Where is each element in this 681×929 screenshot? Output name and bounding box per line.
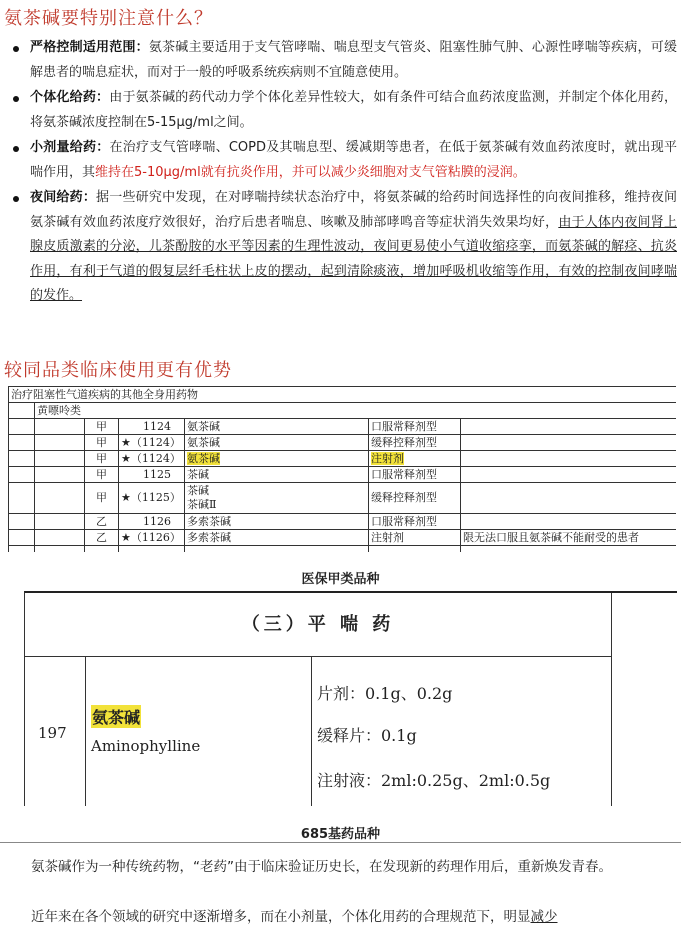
item-title: 小剂量给药： bbox=[30, 140, 110, 155]
spec-line: 注射液：2ml:0.25g、2ml:0.5g bbox=[317, 771, 551, 790]
empty-cell bbox=[35, 530, 85, 546]
code-text: 1126 bbox=[143, 514, 171, 528]
empty-cell bbox=[9, 451, 35, 467]
code-cell bbox=[119, 451, 185, 467]
precautions-list bbox=[0, 36, 681, 310]
code-text: 1124 bbox=[143, 419, 171, 433]
note-cell bbox=[461, 514, 677, 530]
code-cell bbox=[119, 467, 185, 483]
caption-essential-drug: 685基药品种 bbox=[300, 827, 381, 842]
table-row bbox=[9, 467, 677, 483]
drug-name-cell bbox=[185, 483, 369, 514]
drug-name-cell bbox=[185, 451, 369, 467]
class-cell: 乙 bbox=[85, 514, 119, 530]
empty-cell bbox=[35, 467, 85, 483]
empty-cell bbox=[35, 419, 85, 435]
paragraph-text: 近年来在各个领域的研究中逐渐增多，而在小剂量，个体化用药的合理规范下，明显 bbox=[31, 909, 531, 925]
code-text: （1125） bbox=[130, 491, 181, 504]
empty-cell bbox=[35, 483, 85, 514]
code-text: （1124） bbox=[130, 451, 181, 465]
drug-name-line: 茶碱Ⅱ bbox=[187, 498, 217, 511]
note-cell bbox=[461, 483, 677, 514]
code-cell bbox=[119, 483, 185, 514]
empty-cell bbox=[9, 483, 35, 514]
dosage-form-cell: 口服常释剂型 bbox=[369, 467, 461, 483]
dosage-form-cell: 缓释控释剂型 bbox=[369, 435, 461, 451]
code-text: 1125 bbox=[143, 467, 171, 481]
dosage-form-cell: 注射剂 bbox=[369, 530, 461, 546]
table-row bbox=[9, 435, 677, 451]
code-text: （1124） bbox=[130, 435, 181, 449]
drug-name-cell: 氨茶碱 bbox=[185, 419, 369, 435]
item-underlined-text: 由于人体内夜间肾上腺皮质激素的分泌，儿茶酚胺的水平等因素的生理性波动，夜间更易使小气道收缩痉挛，而氨茶碱的解痉、抗炎作用，有利于气道的假复层纤毛柱状上皮的摆动，起到清除痰液，增加呼吸机收缩等作用，有效的控制夜间哮喘的发作。 bbox=[30, 214, 677, 303]
class-cell: 甲 bbox=[85, 419, 119, 435]
dosage-form-cell: 缓释控释剂型 bbox=[369, 483, 461, 514]
empty-cell bbox=[369, 546, 461, 553]
highlighted-dosage-form: 注射剂 bbox=[371, 451, 404, 465]
empty-cell bbox=[35, 546, 85, 553]
table-row bbox=[9, 483, 677, 514]
table-row bbox=[9, 514, 677, 530]
item-title: 个体化给药： bbox=[30, 90, 110, 105]
empty-cell bbox=[35, 435, 85, 451]
empty-cell bbox=[119, 546, 185, 553]
code-cell bbox=[119, 530, 185, 546]
item-text: 由于氨茶碱的药代动力学个体化差异性较大，如有条件可结合血药浓度监测，并制定个体化用药，将氨茶碱浓度控制在5-15μg/ml之间。 bbox=[30, 90, 677, 130]
drug-name-cell: 多索茶碱 bbox=[185, 514, 369, 530]
bullet-dot bbox=[13, 96, 19, 102]
note-cell bbox=[461, 435, 677, 451]
item-text: 氨茶碱主要适用于支气管哮喘、喘息型支气管炎、阻塞性肺气肿、心源性哮喘等疾病，可缓解患者的喘息症状，而对于一般的呼吸系统疾病则不宜随意使用。 bbox=[30, 40, 677, 80]
class-cell: 乙 bbox=[85, 530, 119, 546]
star-mark: ★ bbox=[121, 530, 131, 544]
item-number: 197 bbox=[38, 724, 67, 742]
item-highlight-red: 维持在5-10μg/ml就有抗炎作用，并可以减少炎细胞对支气管粘膜的浸润。 bbox=[95, 164, 526, 180]
highlighted-drug-name: 氨茶碱 bbox=[187, 451, 220, 465]
item-title: 夜间给药： bbox=[30, 190, 97, 205]
empty-cell bbox=[185, 546, 369, 553]
class-cell: 甲 bbox=[85, 435, 119, 451]
drug-name-cell: 茶碱 bbox=[185, 467, 369, 483]
table-row bbox=[9, 546, 677, 553]
paragraph bbox=[4, 855, 676, 879]
note-cell bbox=[461, 419, 677, 435]
code-cell bbox=[119, 419, 185, 435]
spec-line: 片剂：0.1g、0.2g bbox=[317, 684, 453, 703]
empty-cell bbox=[35, 451, 85, 467]
star-mark: ★ bbox=[121, 491, 131, 504]
drug-name-cell: 多索茶碱 bbox=[185, 530, 369, 546]
item-title: 严格控制适用范围： bbox=[30, 40, 149, 55]
table-row bbox=[9, 530, 677, 546]
divider bbox=[0, 842, 681, 843]
spec-line: 缓释片：0.1g bbox=[317, 726, 417, 745]
empty-cell bbox=[9, 419, 35, 435]
dosage-form-cell: 口服常释剂型 bbox=[369, 514, 461, 530]
code-cell bbox=[119, 435, 185, 451]
empty-cell bbox=[461, 546, 677, 553]
dosage-form-cell bbox=[369, 451, 461, 467]
empty-cell bbox=[35, 514, 85, 530]
list-item bbox=[0, 36, 681, 85]
drug-name-zh: 氨茶碱 bbox=[91, 705, 141, 728]
bullet-dot bbox=[13, 46, 19, 52]
note-cell bbox=[461, 451, 677, 467]
dosage-form-cell: 口服常释剂型 bbox=[369, 419, 461, 435]
table-subcategory: 黄嘌呤类 bbox=[35, 403, 677, 419]
empty-cell bbox=[85, 546, 119, 553]
heading-advantages: 较同品类临床使用更有优势 bbox=[4, 360, 232, 381]
table-row bbox=[9, 451, 677, 467]
empty-cell bbox=[9, 514, 35, 530]
star-mark: ★ bbox=[121, 451, 131, 465]
drug-name-cell: 氨茶碱 bbox=[185, 435, 369, 451]
empty-cell bbox=[9, 546, 35, 553]
bullet-dot bbox=[13, 196, 19, 202]
class-cell: 甲 bbox=[85, 451, 119, 467]
class-cell: 甲 bbox=[85, 483, 119, 514]
empty-cell bbox=[9, 530, 35, 546]
bullet-dot bbox=[13, 146, 19, 152]
drug-name-en: Aminophylline bbox=[91, 737, 201, 755]
name-cell bbox=[85, 657, 312, 806]
empty-cell bbox=[9, 403, 35, 419]
table-row bbox=[9, 419, 677, 435]
code-text: （1126） bbox=[130, 530, 181, 544]
paragraph-underlined: 减少 bbox=[530, 909, 558, 925]
note-cell bbox=[461, 467, 677, 483]
list-item bbox=[0, 186, 681, 309]
note-cell: 限无法口服且氨茶碱不能耐受的患者 bbox=[461, 530, 677, 546]
paragraph-text: 氨茶碱作为一种传统药物，“老药”由于临床验证历史长，在发现新的药理作用后，重新焕发青春。 bbox=[31, 859, 612, 875]
essential-drug-table bbox=[24, 591, 677, 806]
drug-name-line: 茶碱 bbox=[187, 484, 209, 497]
list-item bbox=[0, 136, 681, 185]
paragraph bbox=[4, 905, 676, 929]
table-header-row bbox=[9, 387, 677, 403]
star-mark: ★ bbox=[121, 435, 131, 449]
item-text: 据一些研究中发现，在对哮喘持续状态治疗中，将氨茶碱的给药时间选择性的向夜间推移，维持夜间氨茶碱有效血药浓度疗效很好，治疗后患者喘息、咳嗽及肺部哮鸣音等症状消失效果均好， bbox=[30, 190, 677, 230]
code-cell bbox=[119, 514, 185, 530]
empty-cell bbox=[9, 435, 35, 451]
list-item bbox=[0, 86, 681, 135]
caption-class-a: 医保甲类品种 bbox=[301, 572, 380, 587]
table-category-header: 治疗阻塞性气道疾病的其他全身用药物 bbox=[9, 387, 677, 403]
section-title: （三）平 喘 药 bbox=[25, 593, 612, 657]
heading-precautions: 氨茶碱要特别注意什么？ bbox=[4, 8, 213, 29]
empty-cell bbox=[9, 467, 35, 483]
class-cell: 甲 bbox=[85, 467, 119, 483]
item-text: 在治疗支气管哮喘、COPD及其喘息型、缓减期等患者，在低于氨茶碱有效血药浓度时，就出现平喘作用，其 bbox=[30, 140, 677, 180]
insurance-catalog-table bbox=[8, 386, 676, 552]
table-subheader-row bbox=[9, 403, 677, 419]
